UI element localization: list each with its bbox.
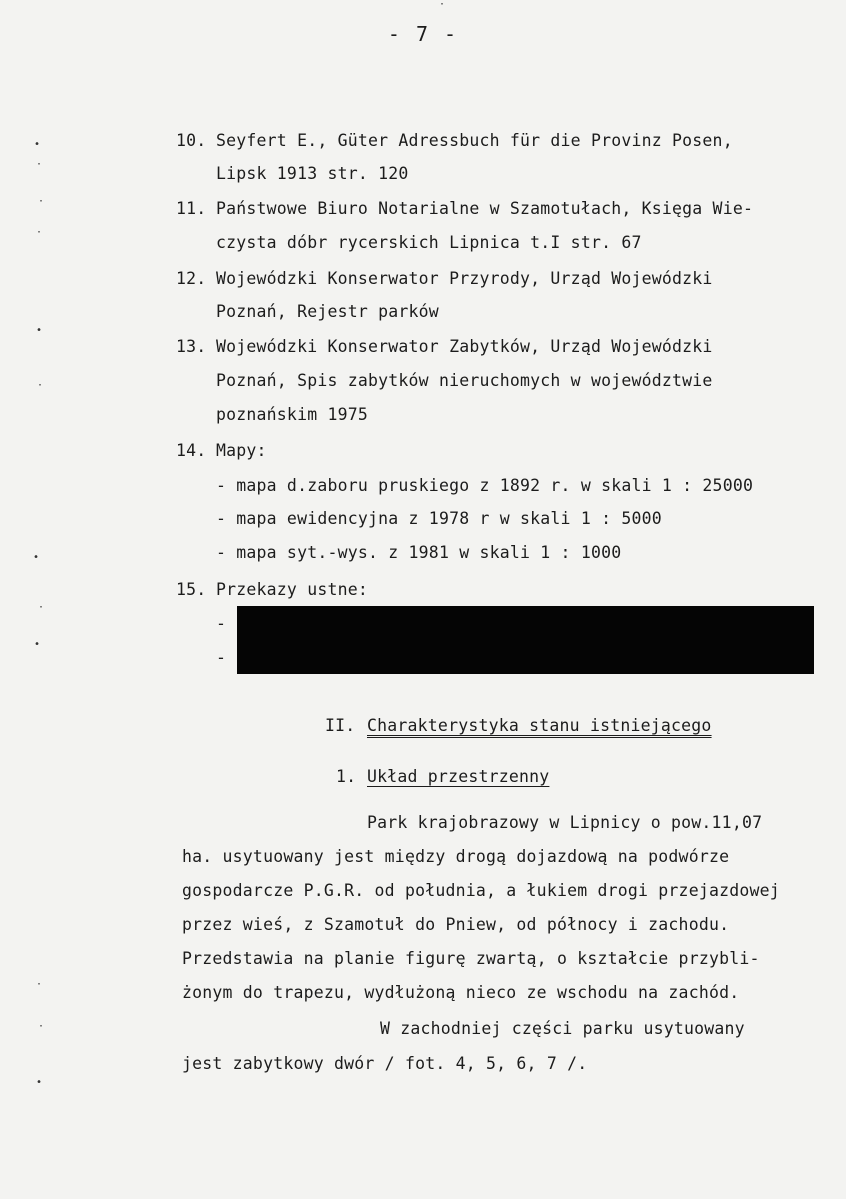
ref-line: Poznań, Rejestr parków: [216, 302, 439, 321]
section-title: Charakterystyka stanu istniejącego: [367, 716, 712, 735]
ref-number: 14.: [176, 441, 207, 460]
ref-line: poznańskim 1975: [216, 405, 369, 424]
paragraph-line: Przedstawia na planie figurę zwartą, o kształcie przybli-: [182, 949, 760, 968]
margin-speck: ·: [36, 159, 43, 170]
map-item: - mapa syt.-wys. z 1981 w skali 1 : 1000: [216, 543, 622, 562]
paragraph-line: ha. usytuowany jest między drogą dojazdową na podwórze: [182, 847, 730, 866]
ref-line: Przekazy ustne:: [216, 580, 369, 599]
ref-line: Państwowe Biuro Notarialne w Szamotułach, Księga Wie-: [216, 199, 754, 218]
page-number: - 7 -: [387, 22, 459, 46]
margin-speck: ·: [36, 979, 43, 990]
margin-speck: •: [36, 325, 43, 336]
paragraph-line: przez wieś, z Szamotuł do Pniew, od północy i zachodu.: [182, 915, 730, 934]
ref-line: Poznań, Spis zabytków nieruchomych w województwie: [216, 371, 713, 390]
ref-number: 10.: [176, 131, 207, 150]
ref-number: 12.: [176, 269, 207, 288]
subsection-title: Układ przestrzenny: [367, 767, 550, 786]
paragraph-line: Park krajobrazowy w Lipnicy o pow.11,07: [367, 813, 763, 832]
oral-dash: -: [216, 614, 227, 633]
ref-line: Lipsk 1913 str. 120: [216, 164, 409, 183]
margin-speck: ·: [439, 0, 446, 10]
ref-line: Mapy:: [216, 441, 267, 460]
paragraph-line: W zachodniej części parku usytuowany: [380, 1019, 745, 1038]
margin-speck: •: [36, 1077, 43, 1088]
margin-speck: ·: [38, 196, 45, 207]
map-item: - mapa ewidencyjna z 1978 r w skali 1 : 5000: [216, 509, 662, 528]
margin-speck: •: [34, 639, 41, 650]
ref-line: Seyfert E., Güter Adressbuch für die Provinz Posen,: [216, 131, 733, 150]
ref-number: 15.: [176, 580, 207, 599]
redaction-bar: [237, 606, 814, 674]
paragraph-line: jest zabytkowy dwór / fot. 4, 5, 6, 7 /.: [182, 1054, 588, 1073]
paragraph-line: gospodarcze P.G.R. od południa, a łukiem drogi przejazdowej: [182, 881, 780, 900]
margin-speck: ·: [38, 602, 45, 613]
map-item: - mapa d.zaboru pruskiego z 1892 r. w skali 1 : 25000: [216, 476, 754, 495]
subsection-number: 1.: [336, 767, 357, 786]
margin-speck: •: [34, 139, 41, 150]
ref-number: 13.: [176, 337, 207, 356]
paragraph-line: żonym do trapezu, wydłużoną nieco ze wschodu na zachód.: [182, 983, 740, 1002]
ref-number: 11.: [176, 199, 207, 218]
margin-speck: •: [33, 552, 40, 563]
margin-speck: ·: [38, 1021, 45, 1032]
margin-speck: ·: [37, 380, 44, 391]
ref-line: czysta dóbr rycerskich Lipnica t.I str. 67: [216, 233, 642, 252]
ref-line: Wojewódzki Konserwator Zabytków, Urząd Wojewódzki: [216, 337, 713, 356]
ref-line: Wojewódzki Konserwator Przyrody, Urząd Wojewódzki: [216, 269, 713, 288]
margin-speck: ·: [36, 227, 43, 238]
oral-dash: -: [216, 648, 227, 667]
section-number: II.: [325, 716, 356, 735]
